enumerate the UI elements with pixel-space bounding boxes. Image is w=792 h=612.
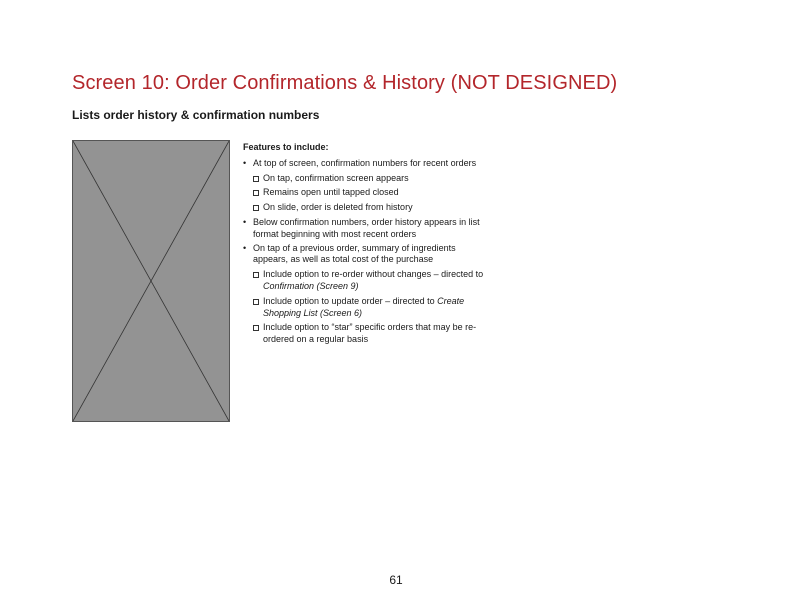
feature-subitem	[243, 202, 488, 214]
feature-subitem-text: On slide, order is deleted from history	[263, 202, 413, 213]
feature-subitem-text: On tap, confirmation screen appears	[263, 172, 409, 183]
feature-bullet	[243, 217, 488, 241]
feature-subitem	[243, 296, 488, 320]
feature-subitem-text: Include option to re-order without changes – directed to	[263, 269, 484, 280]
page-title: Screen 10: Order Confirmations & History (NOT DESIGNED)	[72, 72, 618, 94]
box-bullet-icon	[253, 190, 259, 196]
feature-subitem	[243, 187, 488, 199]
feature-text: On tap of a previous order, summary of ingredients appears, as well as total cost of the purchase	[253, 242, 456, 265]
feature-subitem	[243, 173, 488, 185]
bullet-icon: •	[243, 242, 247, 253]
screen-placeholder-image	[72, 140, 230, 422]
screen-reference: Confirmation (Screen 9)	[263, 280, 359, 291]
box-bullet-icon	[253, 299, 259, 305]
feature-text: At top of screen, confirmation numbers for recent orders	[253, 157, 477, 168]
feature-bullet	[243, 158, 488, 170]
box-bullet-icon	[253, 272, 259, 278]
feature-subitem-text: Remains open until tapped closed	[263, 187, 399, 198]
feature-text: Below confirmation numbers, order history appears in list format beginning with most recent orders	[253, 216, 480, 239]
box-bullet-icon	[253, 176, 259, 182]
features-heading: Features to include:	[243, 142, 329, 152]
feature-subitem-text: Include option to “star” specific orders that may be re-ordered on a regular basis	[263, 322, 477, 345]
bullet-icon: •	[243, 216, 247, 227]
feature-subitem	[243, 322, 488, 346]
page-number: 61	[389, 573, 403, 587]
box-bullet-icon	[253, 325, 259, 331]
bullet-icon: •	[243, 157, 247, 168]
feature-bullet	[243, 243, 488, 267]
features-list	[243, 142, 488, 349]
screen-reference: Create Shopping List (Screen 6)	[263, 295, 465, 318]
feature-subitem	[243, 269, 488, 293]
placeholder-cross-icon	[73, 141, 229, 421]
box-bullet-icon	[253, 205, 259, 211]
page-subtitle: Lists order history & confirmation numbers	[72, 108, 320, 122]
feature-subitem-text: Include option to update order – directed to	[263, 295, 438, 306]
